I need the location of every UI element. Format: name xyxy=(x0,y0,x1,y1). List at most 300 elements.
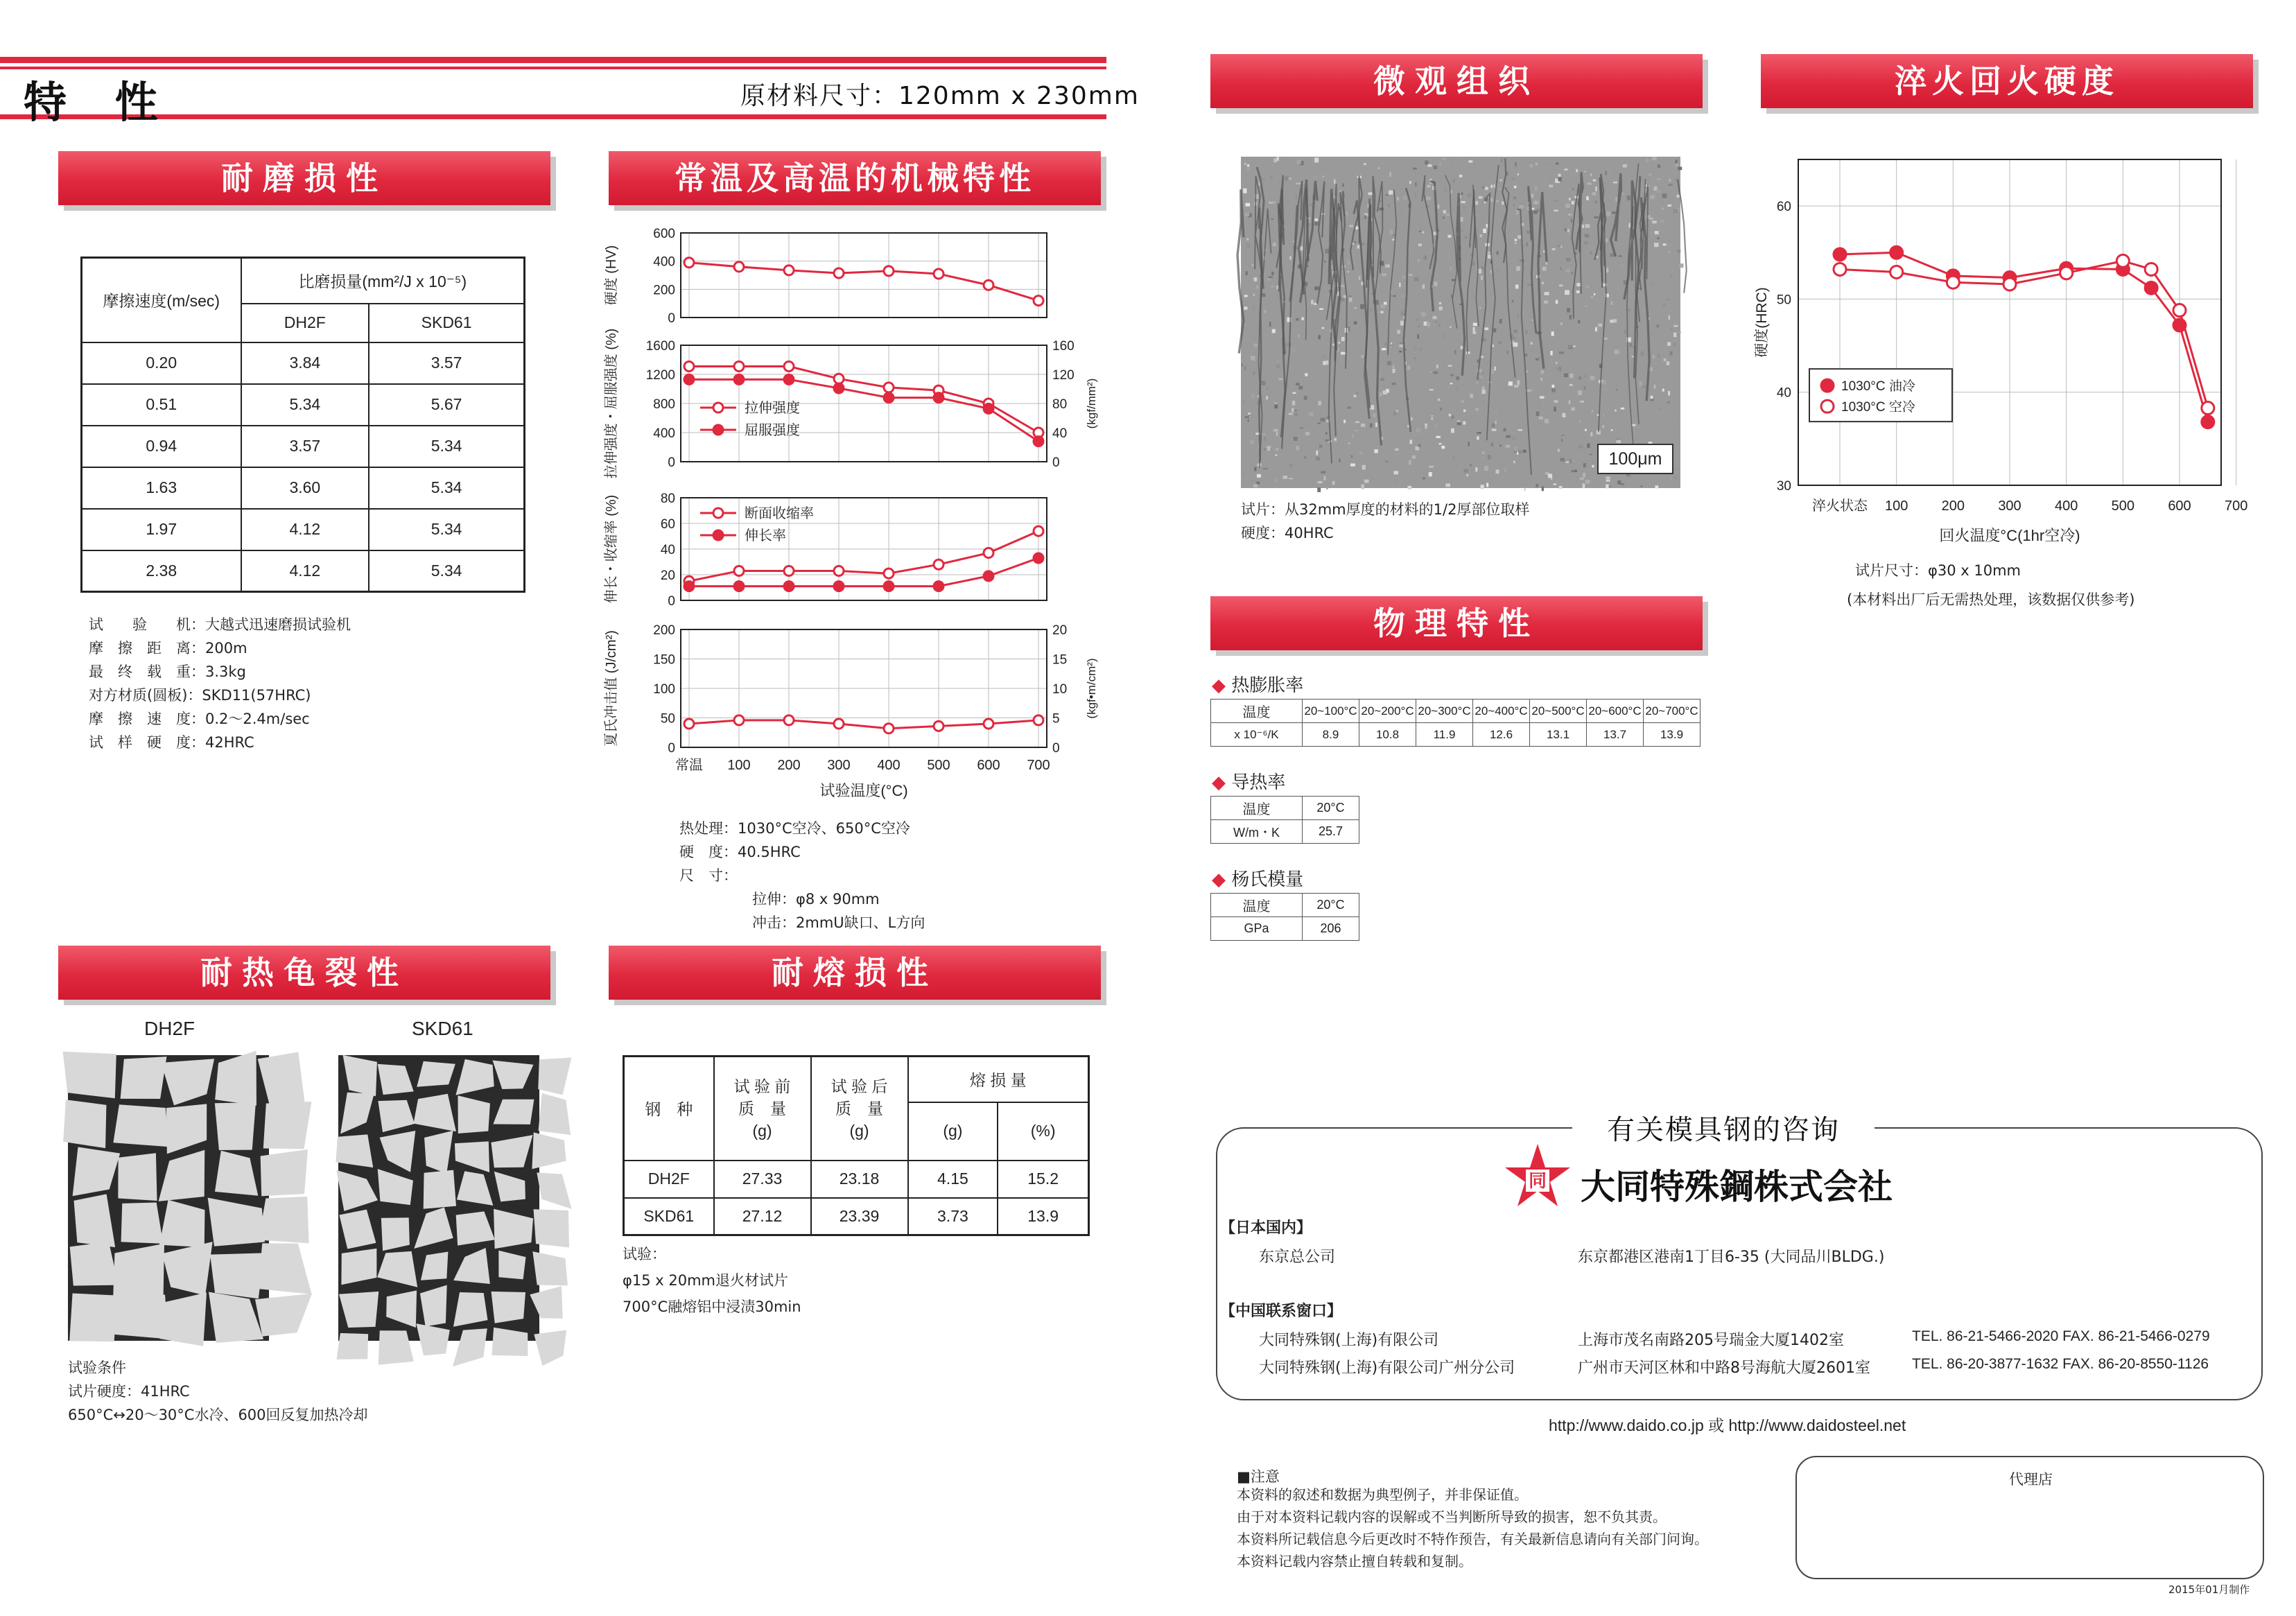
micro-speck xyxy=(1311,300,1313,305)
micro-speck xyxy=(1294,437,1298,441)
data-point xyxy=(1834,248,1846,261)
micro-speck xyxy=(1506,351,1508,354)
micro-speck xyxy=(1578,320,1580,324)
crack-cell xyxy=(263,1102,312,1149)
micro-speck xyxy=(1495,367,1496,371)
micro-speck xyxy=(1314,218,1318,221)
micro-speck xyxy=(1540,378,1542,381)
crack-cell xyxy=(258,1243,311,1294)
data-point xyxy=(734,262,744,272)
micro-speck xyxy=(1441,446,1445,449)
micro-speck xyxy=(1554,483,1557,485)
micro-speck xyxy=(1319,309,1323,310)
micro-speck xyxy=(1652,157,1657,160)
micro-speck xyxy=(1650,399,1653,401)
erosion-header-pct: (%) xyxy=(998,1102,1088,1161)
micro-speck xyxy=(1506,435,1511,438)
micro-speck xyxy=(1436,365,1438,369)
crack-label-dh2f: DH2F xyxy=(144,1018,195,1039)
micro-speck xyxy=(1298,386,1303,390)
micro-speck xyxy=(1271,286,1274,288)
micro-speck xyxy=(1457,422,1461,425)
micro-speck xyxy=(1513,204,1515,206)
micro-speck xyxy=(1271,201,1275,203)
micro-speck xyxy=(1669,315,1670,320)
micro-speck xyxy=(1395,449,1399,451)
micro-speck xyxy=(1429,472,1432,476)
micro-speck xyxy=(1371,405,1374,410)
micro-speck xyxy=(1427,184,1431,187)
micro-speck xyxy=(1629,343,1632,347)
micro-speck xyxy=(1447,235,1451,238)
micro-speck xyxy=(1466,474,1468,476)
micro-speck xyxy=(1493,345,1494,347)
micro-speck xyxy=(1384,302,1386,304)
micro-speck xyxy=(1565,228,1567,231)
x-tick-label: 600 xyxy=(2168,498,2191,514)
print-date: 2015年01月制作 xyxy=(2168,1583,2250,1596)
micro-speck xyxy=(1426,196,1430,200)
micro-speck xyxy=(1595,186,1597,191)
legend-label: 1030°C 空冷 xyxy=(1841,400,1915,415)
micro-speck xyxy=(1425,161,1428,165)
micro-speck xyxy=(1615,198,1617,202)
micro-speck xyxy=(1309,412,1313,415)
micro-speck xyxy=(1590,453,1592,455)
micro-speck xyxy=(1253,484,1258,487)
micro-speck xyxy=(1651,196,1654,199)
micro-speck xyxy=(1399,212,1402,215)
micro-speck xyxy=(1679,331,1681,333)
data-point xyxy=(1890,266,1903,278)
data-point xyxy=(2202,416,2214,428)
micro-speck xyxy=(1572,200,1574,205)
micro-speck xyxy=(1318,204,1319,205)
china-office-1-phone: TEL. 86-21-5466-2020 FAX. 86-21-5466-0279 xyxy=(1912,1328,2210,1344)
micro-speck xyxy=(1312,484,1314,487)
crack-cell xyxy=(532,1251,568,1285)
y-tick-label: 40 xyxy=(660,543,675,557)
micro-speck xyxy=(1412,455,1416,459)
micro-speck xyxy=(1578,444,1583,449)
micro-speck xyxy=(1558,245,1559,247)
micro-speck xyxy=(1669,241,1670,242)
micro-speck xyxy=(1552,248,1556,250)
expansion-label: ◆ 热膨胀率 xyxy=(1212,675,1304,696)
micro-speck xyxy=(1673,476,1677,480)
micro-speck xyxy=(1456,376,1459,380)
micro-speck xyxy=(1342,183,1343,186)
micro-speck xyxy=(1359,276,1360,280)
micro-speck xyxy=(1490,185,1493,188)
y-tick-label-right: 10 xyxy=(1052,682,1068,697)
data-point xyxy=(834,268,844,278)
erosion-notes: 试验： φ15 x 20mm退火材试片 700°C融熔铝中浸渍30min xyxy=(623,1246,801,1315)
micro-speck xyxy=(1263,468,1268,470)
micro-speck xyxy=(1502,201,1504,205)
micro-speck xyxy=(1584,374,1585,377)
micro-speck xyxy=(1676,417,1678,422)
micro-speck xyxy=(1321,418,1325,422)
micro-speck xyxy=(1550,351,1552,356)
micro-speck xyxy=(1401,311,1404,316)
micro-speck xyxy=(1569,198,1571,200)
x-tick-label: 500 xyxy=(927,758,950,773)
mech-section-title: 常温及高温的机械特性 xyxy=(609,151,1101,205)
micro-speck xyxy=(1593,180,1596,182)
micro-speck xyxy=(1340,297,1344,301)
data-point xyxy=(1034,526,1043,536)
y-tick-label: 0 xyxy=(668,455,675,470)
micro-speck xyxy=(1670,476,1671,480)
micro-speck xyxy=(1348,261,1349,266)
y-tick-label-right: 5 xyxy=(1052,711,1060,727)
micro-speck xyxy=(1244,295,1248,297)
plot-frame xyxy=(681,233,1047,318)
micro-speck xyxy=(1341,354,1343,358)
micro-speck xyxy=(1460,217,1463,222)
micro-speck xyxy=(1276,157,1279,161)
micro-speck xyxy=(1490,198,1493,202)
micro-speck xyxy=(1434,424,1438,428)
micro-speck xyxy=(1486,224,1488,227)
micro-speck xyxy=(1657,178,1661,180)
micro-speck xyxy=(1491,443,1493,447)
micro-speck xyxy=(1592,410,1593,412)
crack-cell xyxy=(492,1292,526,1323)
micro-speck xyxy=(1517,429,1522,431)
micro-speck xyxy=(1655,231,1659,234)
erosion-table xyxy=(623,1055,1090,1236)
micro-speck xyxy=(1565,290,1569,295)
micro-speck xyxy=(1567,229,1569,232)
micro-speck xyxy=(1545,262,1547,265)
micro-speck xyxy=(1566,258,1571,261)
micro-speck xyxy=(1585,480,1590,483)
conductivity-table: 温度 20°C W/m・K 25.7 xyxy=(1210,796,1359,844)
micro-speck xyxy=(1669,184,1673,186)
micro-speck xyxy=(1590,376,1595,380)
micro-speck xyxy=(1449,414,1452,417)
micro-speck xyxy=(1429,389,1434,390)
micro-speck xyxy=(1246,203,1251,207)
micro-speck xyxy=(1296,164,1298,166)
micro-speck xyxy=(1594,216,1599,218)
micro-speck xyxy=(1513,329,1517,332)
micro-speck xyxy=(1383,390,1387,394)
micro-speck xyxy=(1396,410,1398,412)
micro-speck xyxy=(1541,370,1544,374)
notice-text: 本资料的叙述和数据为典型例子，并非保证值。 由于对本资料记载内容的误解或不当判断所导致的损害，恕不负其责。 本资料所记载信息今后更改时不特作预告，有关最新信息请向有关部门问询。 本资料记载内容禁止擅自转载和复制。 xyxy=(1237,1486,1708,1570)
crack-cell xyxy=(121,1057,167,1099)
micro-notes: 试片：从32mm厚度的材料的1/2厚部位取样 硬度：40HRC xyxy=(1241,501,1530,541)
x-tick-label: 200 xyxy=(777,758,801,773)
micro-speck xyxy=(1542,267,1547,271)
data-point xyxy=(684,361,694,371)
micro-speck xyxy=(1411,213,1412,217)
micro-speck xyxy=(1275,454,1277,455)
micro-speck xyxy=(1658,354,1660,358)
micro-speck xyxy=(1572,470,1575,472)
micro-speck xyxy=(1369,309,1373,312)
micro-speck xyxy=(1640,485,1642,487)
micro-speck xyxy=(1405,349,1407,350)
micro-speck xyxy=(1675,159,1677,164)
micro-speck xyxy=(1452,415,1454,419)
micro-speck xyxy=(1324,261,1325,263)
micro-speck xyxy=(1482,386,1485,389)
crack-cell xyxy=(532,1132,566,1169)
micro-speck xyxy=(1558,177,1561,181)
micro-speck xyxy=(1479,196,1483,199)
y-axis-label: 伸长・收缩率 (%) xyxy=(604,494,619,604)
micro-speck xyxy=(1592,465,1594,468)
micro-speck xyxy=(1548,473,1552,478)
micro-speck xyxy=(1289,478,1293,479)
micro-speck xyxy=(1652,220,1657,223)
micro-speck xyxy=(1536,484,1538,487)
crack-cell xyxy=(111,1291,168,1339)
micro-speck xyxy=(1364,480,1369,483)
micro-speck xyxy=(1274,404,1278,408)
data-point xyxy=(734,715,744,725)
micro-speck xyxy=(1411,417,1413,420)
micro-speck xyxy=(1314,300,1316,302)
legend-label: 1030°C 油冷 xyxy=(1841,379,1915,394)
micro-speck xyxy=(1658,407,1660,410)
micro-speck xyxy=(1434,166,1438,169)
micro-speck xyxy=(1272,329,1276,333)
micro-speck xyxy=(1278,379,1283,381)
micro-speck xyxy=(1267,446,1271,451)
micro-speck xyxy=(1547,297,1549,299)
table-row: 2.38 4.12 5.34 xyxy=(82,550,525,592)
micro-speck xyxy=(1497,251,1499,254)
micro-speck xyxy=(1578,376,1581,380)
micro-speck xyxy=(1670,351,1673,356)
temper-notes-size: 试片尺寸：φ30 x 10mm xyxy=(1855,562,2021,579)
micro-speck xyxy=(1680,263,1684,268)
data-point xyxy=(734,582,744,591)
micro-speck xyxy=(1408,486,1412,489)
legend-marker xyxy=(713,403,723,412)
micro-speck xyxy=(1504,428,1506,431)
micro-speck xyxy=(1285,176,1289,181)
micro-speck xyxy=(1569,374,1573,379)
micro-speck xyxy=(1262,433,1266,435)
micro-speck xyxy=(1443,158,1446,159)
micro-speck xyxy=(1613,182,1617,183)
micro-speck xyxy=(1276,365,1280,368)
micro-speck xyxy=(1588,213,1592,216)
micro-speck xyxy=(1289,464,1293,467)
micro-speck xyxy=(1628,223,1630,228)
micro-speck xyxy=(1673,342,1676,347)
y-tick-label: 600 xyxy=(653,227,675,241)
micro-speck xyxy=(1271,272,1273,275)
micro-speck xyxy=(1245,213,1249,216)
data-point xyxy=(1834,263,1846,275)
x-tick-label: 300 xyxy=(1998,498,2021,514)
crack-cell xyxy=(539,1093,571,1135)
micro-speck xyxy=(1669,179,1671,182)
micro-speck xyxy=(1488,455,1491,460)
micro-speck xyxy=(1453,179,1455,182)
micro-speck xyxy=(1355,307,1357,309)
micro-speck xyxy=(1594,293,1595,295)
micro-speck xyxy=(1649,303,1653,304)
micro-speck xyxy=(1361,485,1364,489)
micro-speck xyxy=(1617,440,1621,443)
micro-scale-label: 100μm xyxy=(1597,444,1673,474)
micro-speck xyxy=(1608,486,1612,487)
micro-speck xyxy=(1493,329,1496,333)
erosion-header-after: 试 验 后 质 量 (g) xyxy=(811,1057,908,1161)
micro-speck xyxy=(1406,329,1407,333)
micro-speck xyxy=(1380,311,1383,313)
y-tick-label: 0 xyxy=(668,594,675,609)
data-point xyxy=(984,280,993,290)
bullet-icon: ◆ xyxy=(1212,772,1232,793)
micro-speck xyxy=(1523,450,1527,453)
y-tick-label: 80 xyxy=(660,492,675,506)
micro-speck xyxy=(1517,451,1518,454)
micro-speck xyxy=(1475,467,1477,471)
micro-speck xyxy=(1611,429,1612,431)
micro-speck xyxy=(1306,285,1307,287)
crack-cell xyxy=(336,1134,373,1167)
micro-speck xyxy=(1463,469,1468,473)
micro-speck xyxy=(1244,163,1246,165)
micro-speck xyxy=(1527,284,1532,286)
micro-speck xyxy=(1389,191,1393,195)
micro-speck xyxy=(1296,446,1299,450)
micro-speck xyxy=(1556,367,1559,371)
micro-speck xyxy=(1475,201,1477,205)
micro-speck xyxy=(1276,360,1279,363)
bullet-icon: ◆ xyxy=(1212,869,1232,890)
data-point xyxy=(734,374,744,384)
china-office-1-address: 上海市茂名南路205号瑞金大厦1402室 xyxy=(1578,1332,1844,1349)
data-point xyxy=(834,582,844,591)
micro-speck xyxy=(1451,160,1454,164)
micro-speck xyxy=(1477,436,1479,440)
data-point xyxy=(1034,553,1043,563)
micro-speck xyxy=(1485,186,1488,190)
micro-speck xyxy=(1352,435,1354,437)
micro-speck xyxy=(1655,485,1658,488)
micro-speck xyxy=(1294,413,1298,416)
data-point xyxy=(1947,276,1959,288)
crack-image-skd61 xyxy=(338,1055,539,1341)
table-row: 0.20 3.84 3.57 xyxy=(82,342,525,384)
data-point xyxy=(1034,437,1043,446)
crack-cell xyxy=(63,1100,106,1148)
data-point xyxy=(734,361,744,371)
x-axis-label: 回火温度°C(1hr空冷) xyxy=(1939,527,2080,544)
micro-speck xyxy=(1304,396,1307,400)
temper-section-title: 淬火回火硬度 xyxy=(1761,54,2253,108)
micro-speck xyxy=(1295,196,1297,198)
micro-speck xyxy=(1251,394,1255,399)
micro-speck xyxy=(1585,224,1590,227)
micro-speck xyxy=(1261,178,1266,181)
data-point xyxy=(884,582,894,591)
japan-heading: 【日本国内】 xyxy=(1220,1219,1312,1237)
micro-speck xyxy=(1612,211,1616,214)
micro-speck xyxy=(1343,419,1346,423)
micro-speck xyxy=(1397,197,1398,201)
micro-speck xyxy=(1283,476,1287,479)
micro-speck xyxy=(1314,222,1319,226)
micro-speck xyxy=(1571,416,1574,419)
micro-speck xyxy=(1565,204,1569,208)
micro-speck xyxy=(1506,445,1510,448)
website-links[interactable]: http://www.daido.co.jp 或 http://www.daidosteel.net xyxy=(1549,1416,1906,1434)
micro-speck xyxy=(1560,268,1561,270)
header-rule-top xyxy=(0,57,1106,63)
micro-speck xyxy=(1296,183,1301,184)
micro-speck xyxy=(1253,306,1255,311)
micro-speck xyxy=(1319,335,1321,339)
micro-speck xyxy=(1423,284,1425,288)
micro-speck xyxy=(1574,470,1577,472)
micro-speck xyxy=(1297,160,1301,164)
micro-speck xyxy=(1592,460,1597,464)
data-point xyxy=(2145,281,2157,294)
micro-speck xyxy=(1326,360,1329,365)
micro-speck xyxy=(1545,419,1549,424)
micro-speck xyxy=(1317,487,1321,492)
micro-speck xyxy=(1554,209,1558,211)
micro-speck xyxy=(1560,458,1565,462)
micro-speck xyxy=(1516,266,1520,271)
micro-speck xyxy=(1421,313,1426,317)
micro-speck xyxy=(1355,422,1359,424)
x-tick-label: 300 xyxy=(827,758,851,773)
data-point xyxy=(2173,304,2186,317)
micro-speck xyxy=(1403,196,1407,200)
micro-speck xyxy=(1667,205,1671,207)
micro-speck xyxy=(1658,164,1660,168)
micro-speck xyxy=(1525,330,1528,335)
notice-title: ■注意 xyxy=(1237,1468,1280,1485)
micro-speck xyxy=(1569,400,1571,404)
micro-speck xyxy=(1267,386,1269,390)
y-tick-label-right: 15 xyxy=(1052,652,1068,668)
micro-speck xyxy=(1558,174,1561,177)
micro-speck xyxy=(1264,310,1266,313)
micro-speck xyxy=(1318,481,1323,483)
micro-speck xyxy=(1305,432,1310,435)
micro-speck xyxy=(1244,306,1247,309)
micro-speck xyxy=(1251,264,1254,266)
micro-speck xyxy=(1245,271,1247,275)
micro-speck xyxy=(1475,408,1479,411)
micro-speck xyxy=(1629,480,1630,481)
micro-speck xyxy=(1423,477,1425,479)
mech-panel-2 xyxy=(603,329,1098,479)
crack-label-skd61: SKD61 xyxy=(412,1018,473,1039)
micro-speck xyxy=(1583,473,1585,477)
micro-speck xyxy=(1590,173,1592,176)
micro-speck xyxy=(1408,274,1412,276)
micro-speck xyxy=(1490,270,1492,273)
young-label: ◆ 杨氏模量 xyxy=(1212,869,1304,890)
micro-speck xyxy=(1316,457,1320,460)
micro-speck xyxy=(1456,387,1459,391)
data-point xyxy=(684,582,694,591)
